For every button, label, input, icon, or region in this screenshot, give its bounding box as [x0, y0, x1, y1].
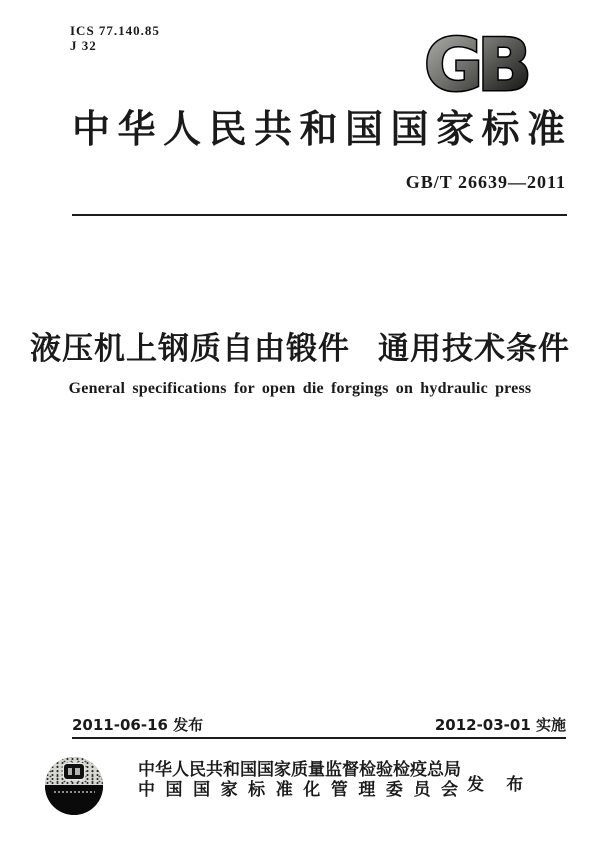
- standard-number: GB/T 26639—2011: [405, 172, 566, 192]
- seal-center-badge: [64, 764, 84, 779]
- header-divider-line: [72, 214, 567, 216]
- implement-date: 2012-03-01 实施: [434, 716, 566, 734]
- release-label: 发 布: [467, 775, 533, 794]
- dates-row: [72, 714, 566, 735]
- issuer-line-2: 中国国家标准化管理委员会: [138, 780, 458, 799]
- issue-date: 2011-06-16 发布: [72, 716, 204, 734]
- gb-logo-icon: [410, 28, 540, 100]
- doc-class-code: J 32: [70, 38, 97, 53]
- national-standard-title: 中华人民共和国国家标准: [72, 109, 565, 151]
- document-title-cn: [0, 323, 600, 368]
- seal-dark-bottom: [45, 785, 103, 815]
- aqsiq-seal-icon: [45, 757, 103, 815]
- document-title-cn-part1: 液压机上钢质自由锻件: [30, 331, 350, 367]
- ics-code: ICS 77.140.85: [70, 23, 160, 38]
- issuer-block: [138, 760, 461, 800]
- issuer-line-1: 中华人民共和国国家质量监督检验检疫总局: [138, 760, 461, 779]
- ics-classification-block: [70, 23, 160, 53]
- document-title-en: General specifications for open die forgings on hydraulic press: [68, 380, 532, 397]
- footer-divider-line: [72, 737, 566, 739]
- document-title-cn-part2: 通用技术条件: [378, 331, 570, 367]
- gb-logo-text: GB: [424, 28, 526, 100]
